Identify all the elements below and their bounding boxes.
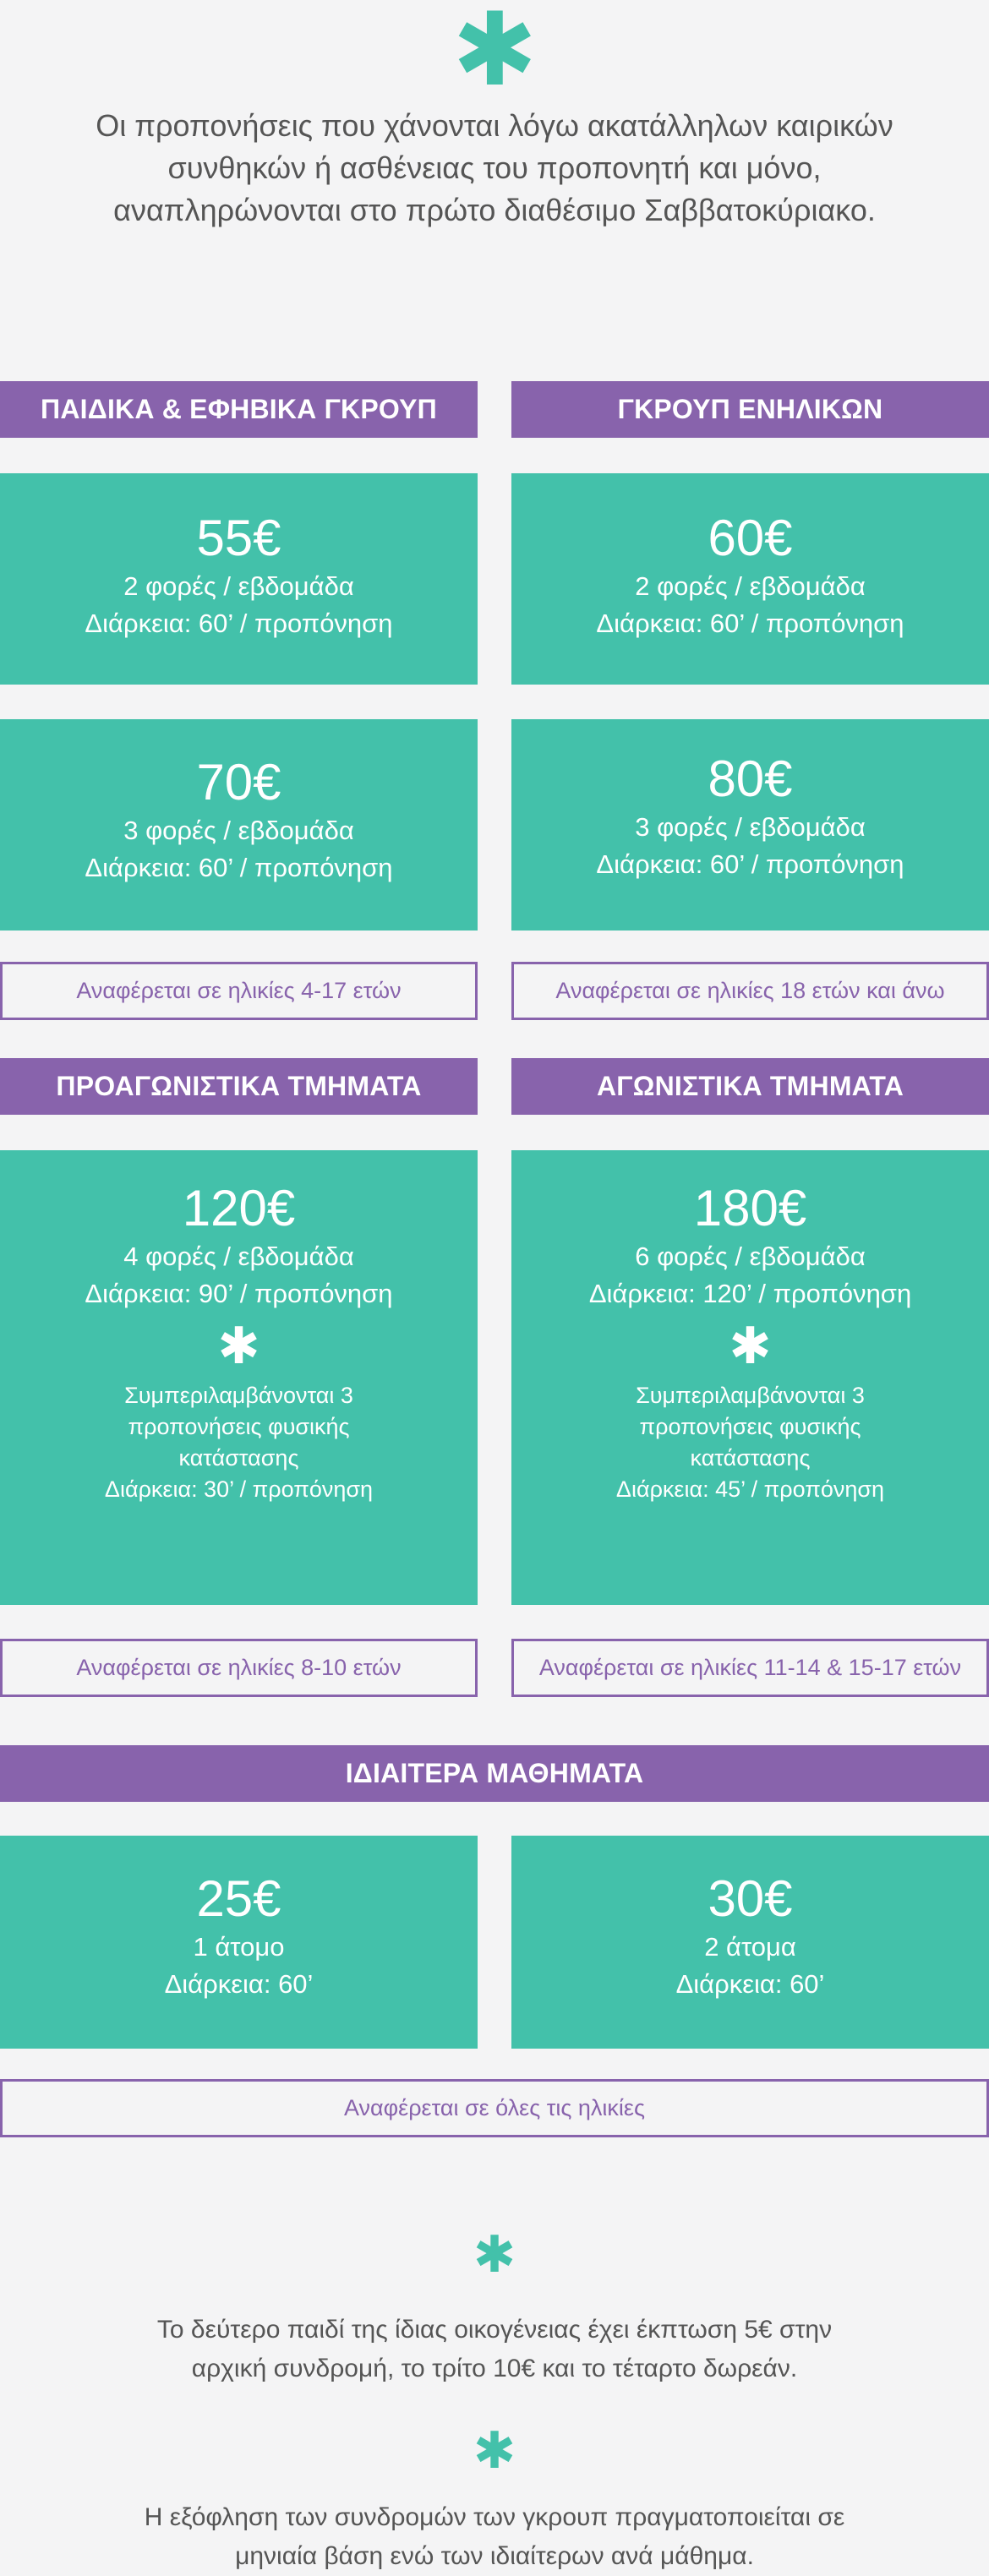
asterisk-icon: ✱ bbox=[473, 2225, 516, 2284]
discount-line: αρχική συνδρομή, το τρίτο 10€ και το τέταρτο δωρεάν. bbox=[191, 2355, 798, 2382]
kids-plan-2x-card bbox=[0, 473, 478, 685]
payment-line: Η εξόφληση των συνδρομών των γκρουπ πραγματοποιείται σε bbox=[144, 2503, 845, 2531]
pre-competitive-header: ΠΡΟΑΓΩΝΙΣΤΙΚΑ ΤΜΗΜΑΤΑ bbox=[0, 1058, 478, 1115]
price: 30€ bbox=[708, 1870, 793, 1927]
competitive-header: ΑΓΩΝΙΣΤΙΚΑ ΤΜΗΜΑΤΑ bbox=[511, 1058, 989, 1115]
frequency: 2 φορές / εβδομάδα bbox=[635, 571, 866, 601]
adults-group-header: ΓΚΡΟΥΠ ΕΝΗΛΙΚΩΝ bbox=[511, 381, 989, 438]
adults-age-note: Αναφέρεται σε ηλικίες 18 ετών και άνω bbox=[511, 962, 989, 1020]
extra-line: κατάστασης bbox=[690, 1445, 811, 1471]
duration: Διάρκεια: 60’ / προπόνηση bbox=[85, 609, 393, 638]
payment-note bbox=[51, 2498, 938, 2576]
private-1-person-card bbox=[0, 1836, 478, 2049]
frequency: 4 φορές / εβδομάδα bbox=[123, 1242, 354, 1271]
price: 55€ bbox=[196, 510, 281, 566]
people: 2 άτομα bbox=[704, 1932, 796, 1962]
competitive-age-note: Αναφέρεται σε ηλικίες 11-14 & 15-17 ετών bbox=[511, 1639, 989, 1697]
duration: Διάρκεια: 60’ / προπόνηση bbox=[596, 849, 904, 879]
extra-line: Συμπεριλαμβάνονται 3 bbox=[124, 1383, 353, 1408]
duration: Διάρκεια: 60’ bbox=[675, 1969, 825, 1999]
extra-line: κατάστασης bbox=[178, 1445, 299, 1471]
extra-line: Διάρκεια: 45’ / προπόνηση bbox=[615, 1476, 885, 1502]
discount-line: Το δεύτερο παιδί της ίδιας οικογένειας έχει έκπτωση 5€ στην bbox=[156, 2316, 833, 2344]
payment-line: μηνιαία βάση ενώ των ιδιαίτερων ανά μάθημα. bbox=[235, 2542, 754, 2570]
asterisk-icon: ✱ bbox=[217, 1317, 260, 1376]
asterisk-icon: ✱ bbox=[452, 0, 538, 109]
frequency: 6 φορές / εβδομάδα bbox=[635, 1242, 866, 1271]
private-lessons-header: ΙΔΙΑΙΤΕΡΑ ΜΑΘΗΜΑΤΑ bbox=[0, 1745, 989, 1802]
competitive-card bbox=[511, 1150, 989, 1605]
adults-plan-3x-card bbox=[511, 719, 989, 931]
kids-age-note: Αναφέρεται σε ηλικίες 4-17 ετών bbox=[0, 962, 478, 1020]
frequency: 2 φορές / εβδομάδα bbox=[123, 571, 354, 601]
private-age-note: Αναφέρεται σε όλες τις ηλικίες bbox=[0, 2079, 989, 2137]
people: 1 άτομο bbox=[193, 1932, 285, 1962]
price: 60€ bbox=[708, 510, 793, 566]
price: 25€ bbox=[196, 1870, 281, 1927]
price: 180€ bbox=[693, 1180, 807, 1236]
extra-line: προπονήσεις φυσικής bbox=[639, 1414, 861, 1439]
pre-competitive-age-note: Αναφέρεται σε ηλικίες 8-10 ετών bbox=[0, 1639, 478, 1697]
intro-text: Οι προπονήσεις που χάνονται λόγω ακατάλληλων καιρικών συνθηκών ή ασθένειας του προπονητή και μόνο, αναπληρώνονται στο πρώτο διαθέσιμο Σαββατοκύριακο. bbox=[96, 108, 893, 227]
price: 70€ bbox=[196, 754, 281, 810]
price: 80€ bbox=[708, 750, 793, 807]
frequency: 3 φορές / εβδομάδα bbox=[635, 812, 866, 842]
pre-competitive-card bbox=[0, 1150, 478, 1605]
asterisk-icon: ✱ bbox=[729, 1317, 772, 1376]
adults-plan-2x-card bbox=[511, 473, 989, 685]
kids-plan-3x-card bbox=[0, 719, 478, 931]
frequency: 3 φορές / εβδομάδα bbox=[123, 816, 354, 845]
extra-line: Συμπεριλαμβάνονται 3 bbox=[636, 1383, 865, 1408]
discount-note bbox=[51, 2311, 938, 2388]
extra-line: προπονήσεις φυσικής bbox=[128, 1414, 350, 1439]
private-2-people-card bbox=[511, 1836, 989, 2049]
extra-line: Διάρκεια: 30’ / προπόνηση bbox=[104, 1476, 374, 1502]
duration: Διάρκεια: 120’ / προπόνηση bbox=[588, 1279, 912, 1308]
duration: Διάρκεια: 90’ / προπόνηση bbox=[85, 1279, 393, 1308]
duration: Διάρκεια: 60’ / προπόνηση bbox=[85, 853, 393, 882]
price: 120€ bbox=[182, 1180, 296, 1236]
kids-group-header: ΠΑΙΔΙΚΑ & ΕΦΗΒΙΚΑ ΓΚΡΟΥΠ bbox=[0, 381, 478, 438]
duration: Διάρκεια: 60’ bbox=[164, 1969, 314, 1999]
asterisk-icon: ✱ bbox=[473, 2421, 516, 2480]
duration: Διάρκεια: 60’ / προπόνηση bbox=[596, 609, 904, 638]
